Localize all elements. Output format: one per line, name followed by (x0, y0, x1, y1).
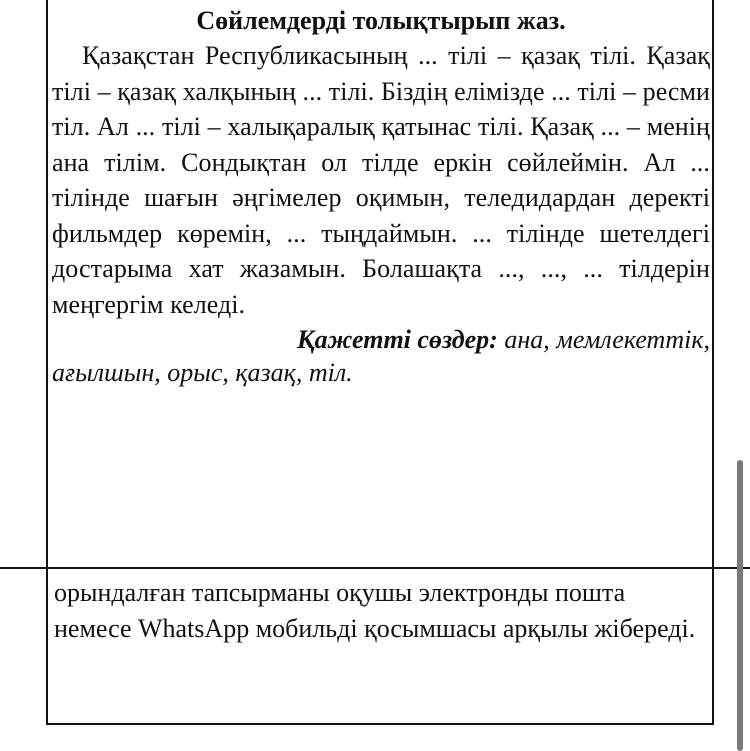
needed-words-line-1 (52, 322, 710, 358)
table-row-divider (0, 567, 750, 569)
submission-cell (50, 571, 712, 721)
task-title: Сөйлемдерді толықтырып жаз. (196, 6, 566, 35)
task-text: Қазақстан Республикасының ... тілі – қазақ тілі. Қазақ тілі – қазақ халқының ... тілі. Біздің елімізде ... тілі – ресми тіл. Ал ... тілі – халықаралық қатынас тілі. Қазақ ... – менің ана тілім. Сондықтан ол тілде еркін сөйлеймін. Ал ... тілінде шағын әңгімелер оқимын, теледидардан деректі фильмдер көремін, ... тыңдаймын. ... тілінде шетелдегі достарыма хат жазамын. Болашақта ..., ..., ... тілдерін меңгергім келеді. (52, 41, 710, 319)
table-left-border (46, 0, 48, 725)
needed-words-list-2: ағылшын, орыс, қазақ, тіл. (52, 358, 353, 387)
table-right-border (712, 0, 714, 725)
vertical-scrollbar[interactable] (737, 460, 743, 751)
submission-note: орындалған тапсырманы оқушы электронды пошта немесе WhatsApp мобильді қосымшасы арқылы жібереді. (54, 578, 696, 643)
task-cell (50, 2, 712, 562)
needed-words-label: Қажетті сөздер: (296, 325, 498, 354)
needed-words-list-1: ана, мемлекеттік, (504, 325, 710, 354)
table-bottom-border (46, 723, 714, 725)
